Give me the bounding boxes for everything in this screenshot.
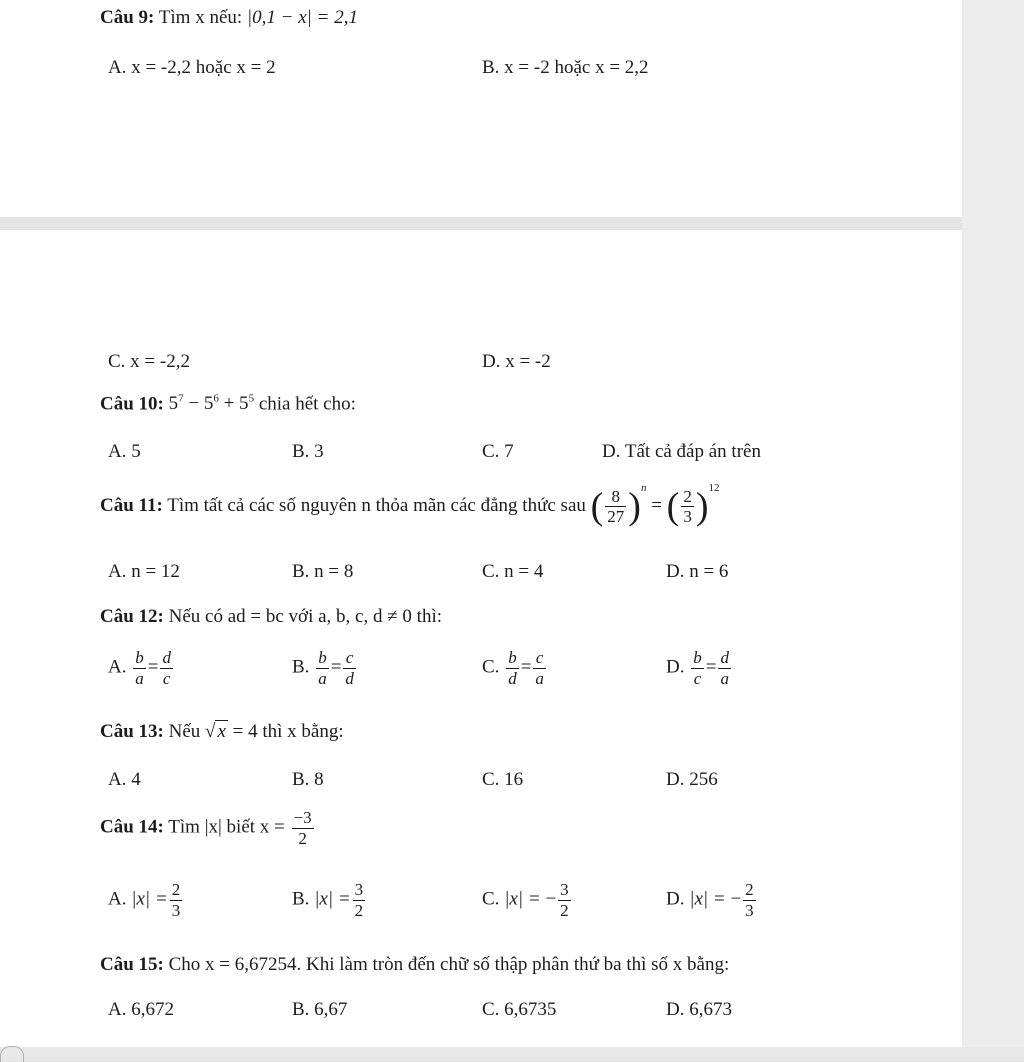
q12-option-a: A. $\frac{b}{a}$ = $\frac{d}{c}$	[108, 648, 171, 688]
question-10: Câu 10: $5^7 - 5^6 + 5^5$ chia hết cho:	[100, 393, 356, 415]
q14-option-b: B. |x| = $\frac{3}{2}$	[292, 880, 364, 920]
q11-option-d: D. n = 6	[666, 561, 729, 582]
q15-option-d: D. 6,673	[666, 999, 732, 1020]
q14-option-d: D. |x| = − $\frac{2}{3}$	[666, 880, 754, 920]
q13-option-a: A. 4	[108, 769, 141, 790]
question-label: Câu 10:	[100, 393, 164, 415]
question-14: Câu 14: Tìm |x| biết x = $\frac{-3}{2}$	[100, 808, 312, 848]
q10-option-b: B. 3	[292, 441, 324, 462]
question-label: Câu 13:	[100, 721, 164, 742]
abs-expression: |0,1 − x| = 2,1	[246, 7, 358, 28]
sqrt-expression: √ x	[205, 721, 226, 742]
q11-option-a: A. n = 12	[108, 561, 180, 582]
q9-option-c: C. x = -2,2	[108, 351, 190, 372]
viewer-right-gutter	[962, 0, 1024, 1061]
q9-option-b: B. x = -2 hoặc x = 2,2	[482, 57, 649, 78]
q15-option-a: A. 6,672	[108, 999, 174, 1020]
q10-option-c: C. 7	[482, 441, 514, 462]
question-label: Câu 11:	[100, 495, 163, 516]
question-15: Câu 15: Cho x = 6,67254. Khi làm tròn đến chữ số thập phân thứ ba thì số x bằng:	[100, 954, 730, 975]
q10-option-d: D. Tất cả đáp án trên	[602, 441, 761, 462]
question-9: Câu 9: Tìm x nếu: |0,1 − x| = 2,1	[100, 7, 358, 28]
document-page-1	[0, 0, 962, 217]
q13-option-b: B. 8	[292, 769, 324, 790]
question-12: Câu 12: Nếu có ad = bc với a, b, c, d ≠ 0 thì:	[100, 606, 443, 627]
q9-option-a: A. x = -2,2 hoặc x = 2	[108, 57, 276, 78]
q12-option-c: C. $\frac{b}{d}$ = $\frac{c}{a}$	[482, 648, 544, 688]
page-corner-icon	[0, 1046, 24, 1062]
q10-option-a: A. 5	[108, 441, 141, 462]
q13-option-d: D. 256	[666, 769, 718, 790]
question-label: Câu 15:	[100, 954, 164, 975]
power-expression: $5^7 - 5^6 + 5^5$	[168, 393, 255, 415]
power-equation: ( $\frac{8}{27}$ )$^n$ = ( $\frac{2}{3}$ )$^{12}$	[590, 482, 720, 528]
question-label: Câu 9:	[100, 7, 155, 28]
q11-option-c: C. n = 4	[482, 561, 544, 582]
q14-option-a: A. |x| = $\frac{2}{3}$	[108, 880, 181, 920]
q13-option-c: C. 16	[482, 769, 524, 790]
question-label: Câu 14:	[100, 816, 164, 838]
q14-option-c: C. |x| = − $\frac{3}{2}$	[482, 880, 569, 920]
q12-option-d: D. $\frac{b}{c}$ = $\frac{d}{a}$	[666, 648, 729, 688]
q12-option-b: B. $\frac{b}{a}$ = $\frac{c}{d}$	[292, 648, 354, 688]
q9-option-d: D. x = -2	[482, 351, 551, 372]
viewer-bottom-edge	[0, 1047, 1024, 1061]
question-label: Câu 12:	[100, 606, 164, 627]
q11-option-b: B. n = 8	[292, 561, 354, 582]
question-13: Câu 13: Nếu √ x = 4 thì x bằng:	[100, 721, 344, 742]
q15-option-b: B. 6,67	[292, 999, 348, 1020]
document-page-2	[0, 230, 962, 1050]
q15-option-c: C. 6,6735	[482, 999, 557, 1020]
fraction: $\frac{-3}{2}$	[293, 808, 312, 848]
question-11: Câu 11: Tìm tất cả các số nguyên n thỏa mãn các đẳng thức sau ( $\frac{8}{27}$ )$^n$ = ( $\frac{2}{3}$ )$^{12}$	[100, 482, 720, 528]
